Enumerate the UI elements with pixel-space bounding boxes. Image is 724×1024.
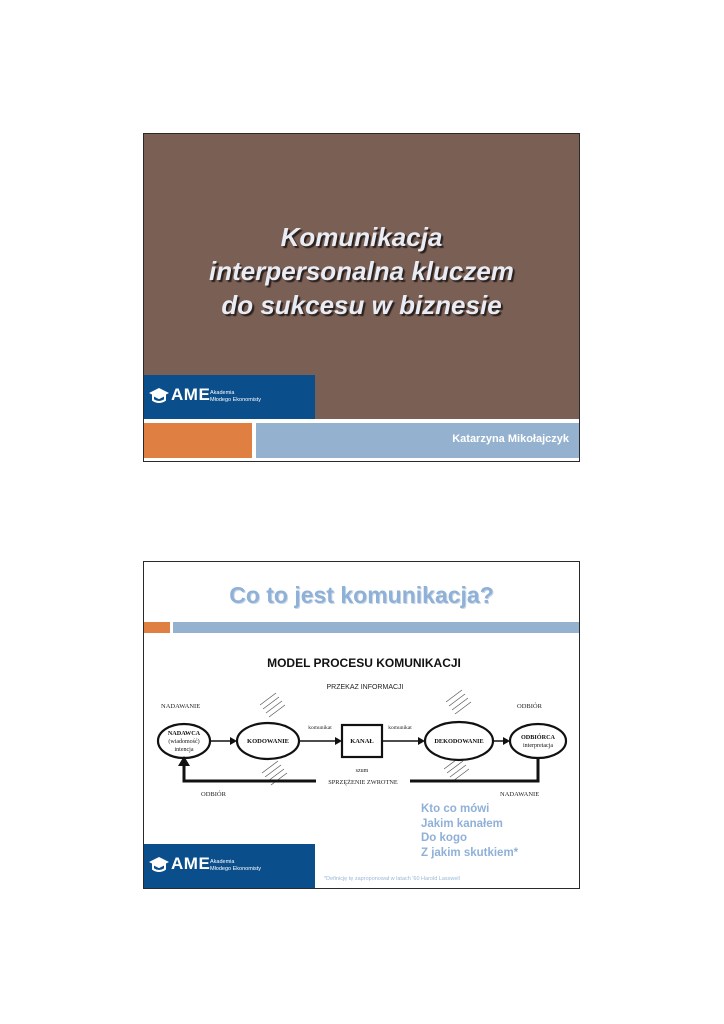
odbiorca-sub: interpretacja [523, 743, 553, 749]
logo-subtitle-line: Akademia [210, 390, 235, 396]
logo-word: AME [171, 385, 211, 404]
ame-logo [144, 844, 315, 888]
nadawca-label: NADAWCA [167, 730, 201, 737]
slide-title [144, 220, 579, 322]
kanal-label: KANAŁ [350, 738, 374, 745]
lasswell-questions [421, 802, 518, 860]
question-item: Kto co mówi [421, 803, 490, 815]
question-item: Do kogo [421, 832, 467, 844]
graduation-cap-icon [148, 385, 170, 407]
logo-subtitle-line: Akademia [210, 859, 235, 865]
question-item: Z jakim skutkiem* [421, 846, 519, 859]
question-item: Jakim kanałem [421, 817, 503, 830]
przekaz-label: PRZEKAZ INFORMACJI [326, 684, 404, 691]
nadawca-sub: (wiadomość) [168, 739, 200, 745]
footnote: *Definicję tę zaproponował w latach '60 Harold Lasswell [324, 876, 460, 882]
diagram-heading: MODEL PROCESU KOMUNIKACJI [267, 656, 461, 670]
title-line: Komunikacja [280, 222, 443, 252]
title-line: interpersonalna kluczem [209, 256, 514, 286]
sprzezenie-label: SPRZĘŻENIE ZWROTNE [328, 779, 398, 786]
odbior-bottom-label: ODBIÓR [201, 791, 226, 798]
logo-word: AME [171, 854, 211, 873]
logo-subtitle-line: Młodego Ekonomisty [210, 866, 262, 872]
komunikat-label: komunikat [308, 725, 332, 731]
nadawca-sub: intencja [174, 747, 194, 753]
logo-subtitle [210, 390, 261, 404]
kodowanie-label: KODOWANIE [247, 738, 289, 745]
komunikat-label: komunikat [388, 725, 412, 731]
szum-label: szum [355, 768, 369, 774]
title-slide [143, 133, 580, 462]
slide-title: Co to jest komunikacja? [229, 582, 494, 608]
author-name: Katarzyna Mikołajczyk [452, 433, 569, 445]
odbior-label: ODBIÓR [517, 703, 542, 710]
orange-bar [144, 622, 170, 633]
blue-band [256, 423, 579, 458]
blue-bar [173, 622, 579, 633]
dekodowanie-label: DEKODOWANIE [434, 738, 484, 745]
definition-slide [143, 561, 580, 889]
nadawanie-label: NADAWANIE [161, 703, 201, 710]
title-line: do sukcesu w biznesie [221, 290, 502, 320]
orange-band [144, 423, 252, 458]
graduation-cap-icon [148, 854, 170, 876]
communication-process-diagram [144, 647, 579, 807]
logo-subtitle-line: Młodego Ekonomisty [210, 397, 262, 403]
odbiorca-label: ODBIÓRCA [520, 734, 556, 741]
ame-logo [144, 375, 315, 419]
nadawanie-bottom-label: NADAWANIE [500, 791, 540, 798]
odbiorca-node [510, 724, 566, 758]
logo-subtitle [210, 859, 261, 873]
